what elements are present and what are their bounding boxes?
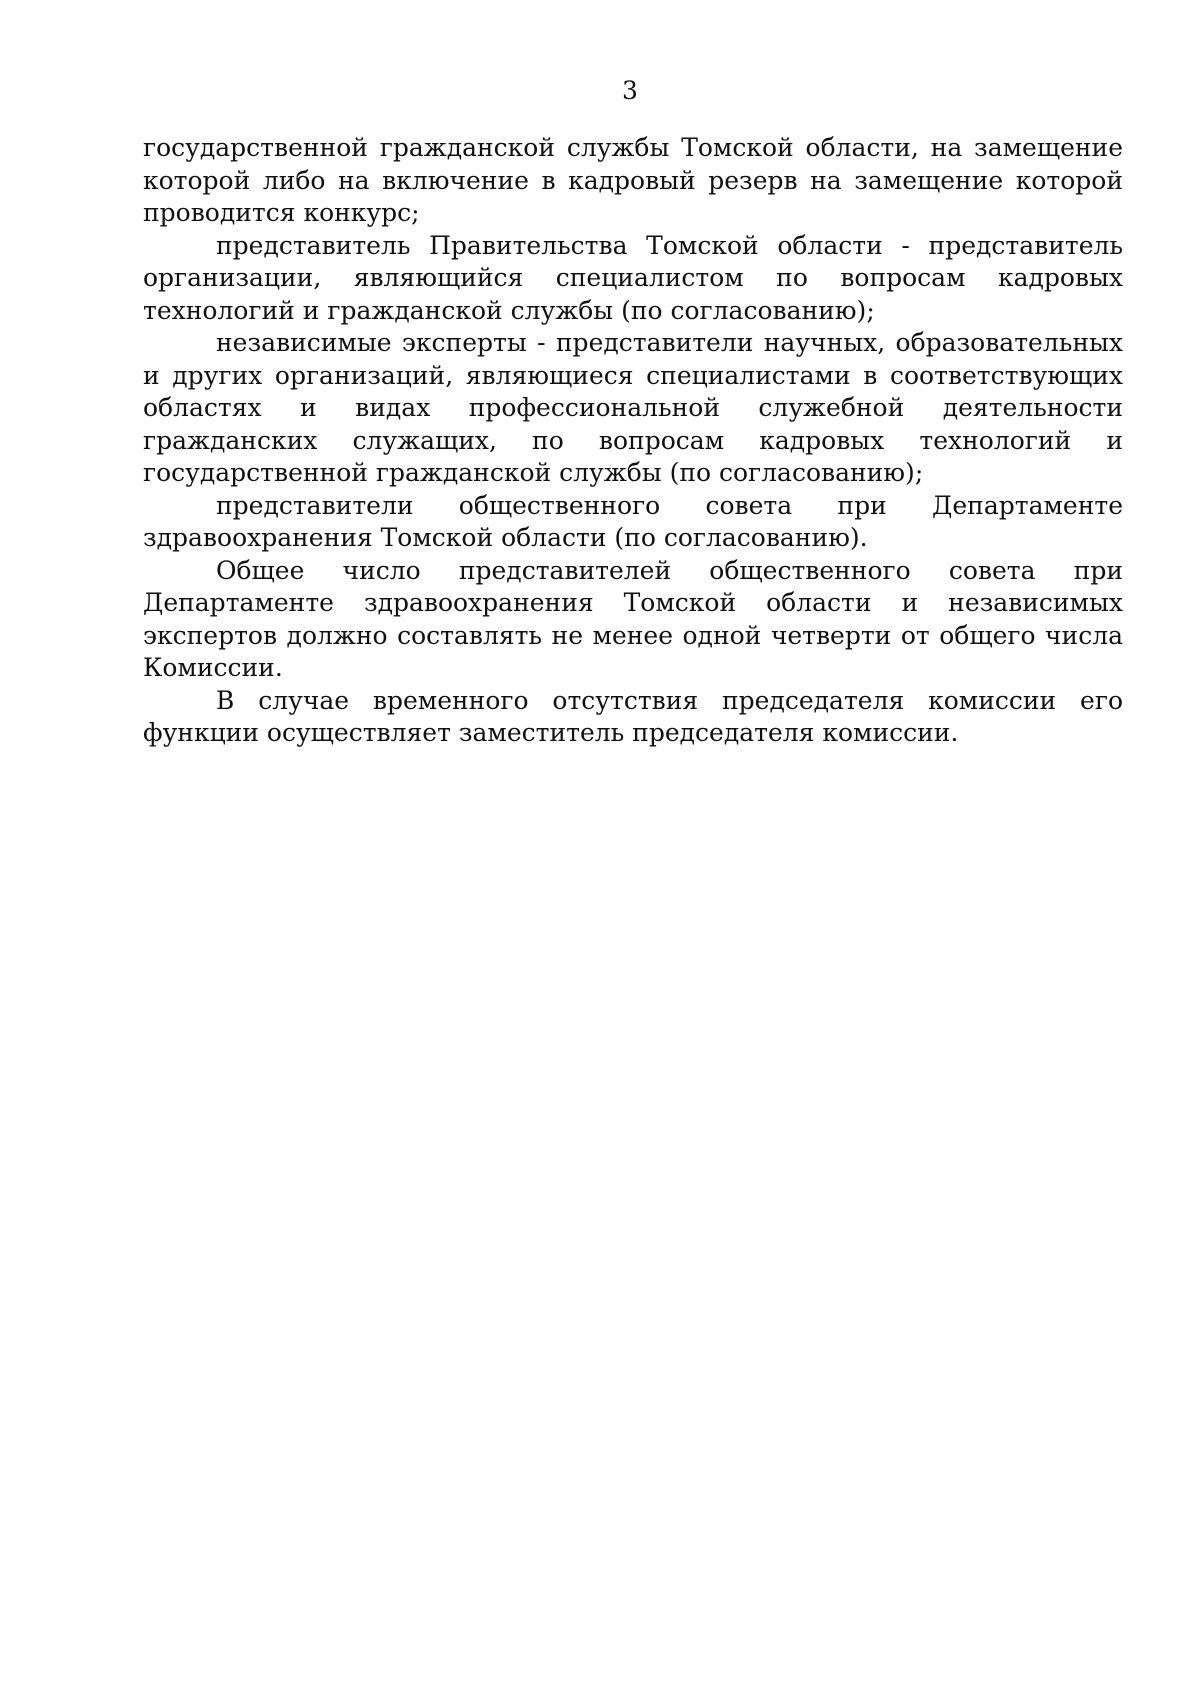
paragraph-continuation: государственной гражданской службы Томской области, на замещение которой либо на включение в кадровый резерв на замещение которой проводится конкурс; (143, 133, 1123, 227)
paragraph-chair-absence: В случае временного отсутствия председателя комиссии его функции осуществляет заместитель председателя комиссии. (143, 685, 1123, 747)
paragraph-independent-experts: независимые эксперты - представители научных, образовательных и других организаций, являющиеся специалистами в соответствующих областях и видах профессиональной служебной деятельности гражданских служащих, по вопросам кадровых технологий и государственной гражданской службы (по согласованию); (143, 328, 1123, 487)
document-body (143, 132, 1123, 750)
paragraph-public-council-representatives: представители общественного совета при Департаменте здравоохранения Томской области (по согласованию). (143, 490, 1123, 552)
page-number: 3 (622, 76, 638, 105)
paragraph-government-representative: представитель Правительства Томской области - представитель организации, являющийся специалистом по вопросам кадровых технологий и гражданской службы (по согласованию); (143, 230, 1123, 325)
paragraph-quota-requirement: Общее число представителей общественного совета при Департаменте здравоохранения Томской области и независимых экспертов должно составлять не менее одной четверти от общего числа Комиссии. (143, 555, 1123, 682)
